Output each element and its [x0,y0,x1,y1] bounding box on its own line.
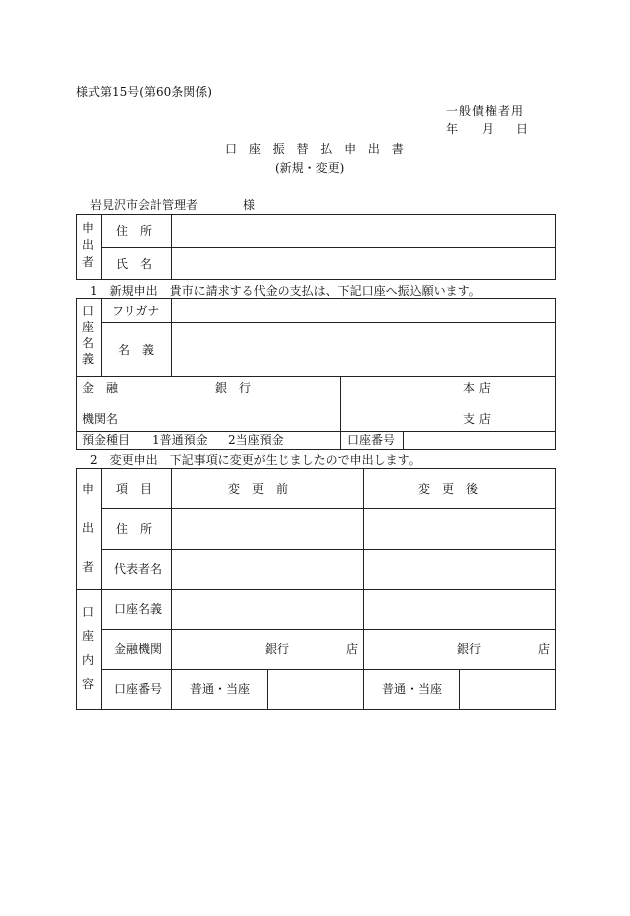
row-account-number-label: 口座番号 [114,682,163,696]
account-name-side-label: 口 座 名 義 [81,304,94,366]
bank-label-2: 機関名 [82,412,119,426]
after-deposit-type[interactable]: 普通・当座 [382,682,443,696]
form-number: 様式第15号(第60条関係) [76,85,212,99]
furigana-label: フリガナ [112,304,160,318]
after-bank-suffix: 銀行 [457,642,482,656]
section1-heading: 1 新規申出 貴市に請求する代金の支払は、下記口座へ振込願います。 [90,284,481,298]
address-label: 住 所 [116,224,153,238]
addressee: 岩見沢市会計管理者 [90,198,199,212]
applicant-side-label: 申 出 者 [81,221,94,269]
section2-heading: 2 変更申出 下記事項に変更が生じましたので申出します。 [90,453,421,467]
name-label: 氏 名 [116,257,153,271]
deposit-type-label: 預金種目 [82,433,131,447]
addressee-honorific: 様 [243,198,256,212]
column-item-header: 項 目 [116,482,153,496]
document-title: 口 座 振 替 払 申 出 書 [225,142,408,156]
document-subtitle: (新規・変更) [275,161,345,175]
before-branch-suffix: 店 [346,642,359,656]
user-type-label: 一般債権者用 [446,104,525,118]
column-before-header: 変 更 前 [228,482,289,496]
account-content-side-label: 口 座 内 容 [81,605,94,691]
after-branch-suffix: 店 [538,642,551,656]
date-day-label: 日 [516,122,529,136]
change-applicant-side-label: 申 出 者 [81,482,94,574]
meigi-label: 名 義 [118,343,155,357]
row-account-name-label: 口座名義 [114,602,163,616]
shiten-label: 支 店 [463,412,491,426]
row-bank-label: 金融機関 [114,642,163,656]
column-after-header: 変 更 後 [418,482,479,496]
before-bank-suffix: 銀行 [265,642,290,656]
honten-label: 本 店 [463,381,491,395]
bank-label-1: 金 融 [82,381,119,395]
bank-suffix: 銀 行 [215,381,252,395]
date-month-label: 月 [482,122,495,136]
deposit-option-ordinary[interactable]: 1普通預金 [152,433,208,447]
date-year-label: 年 [446,122,459,136]
row-representative-label: 代表者名 [114,562,163,576]
deposit-option-checking[interactable]: 2当座預金 [228,433,284,447]
before-deposit-type[interactable]: 普通・当座 [190,682,251,696]
account-number-label: 口座番号 [347,433,396,447]
row-address-label: 住 所 [116,522,153,536]
